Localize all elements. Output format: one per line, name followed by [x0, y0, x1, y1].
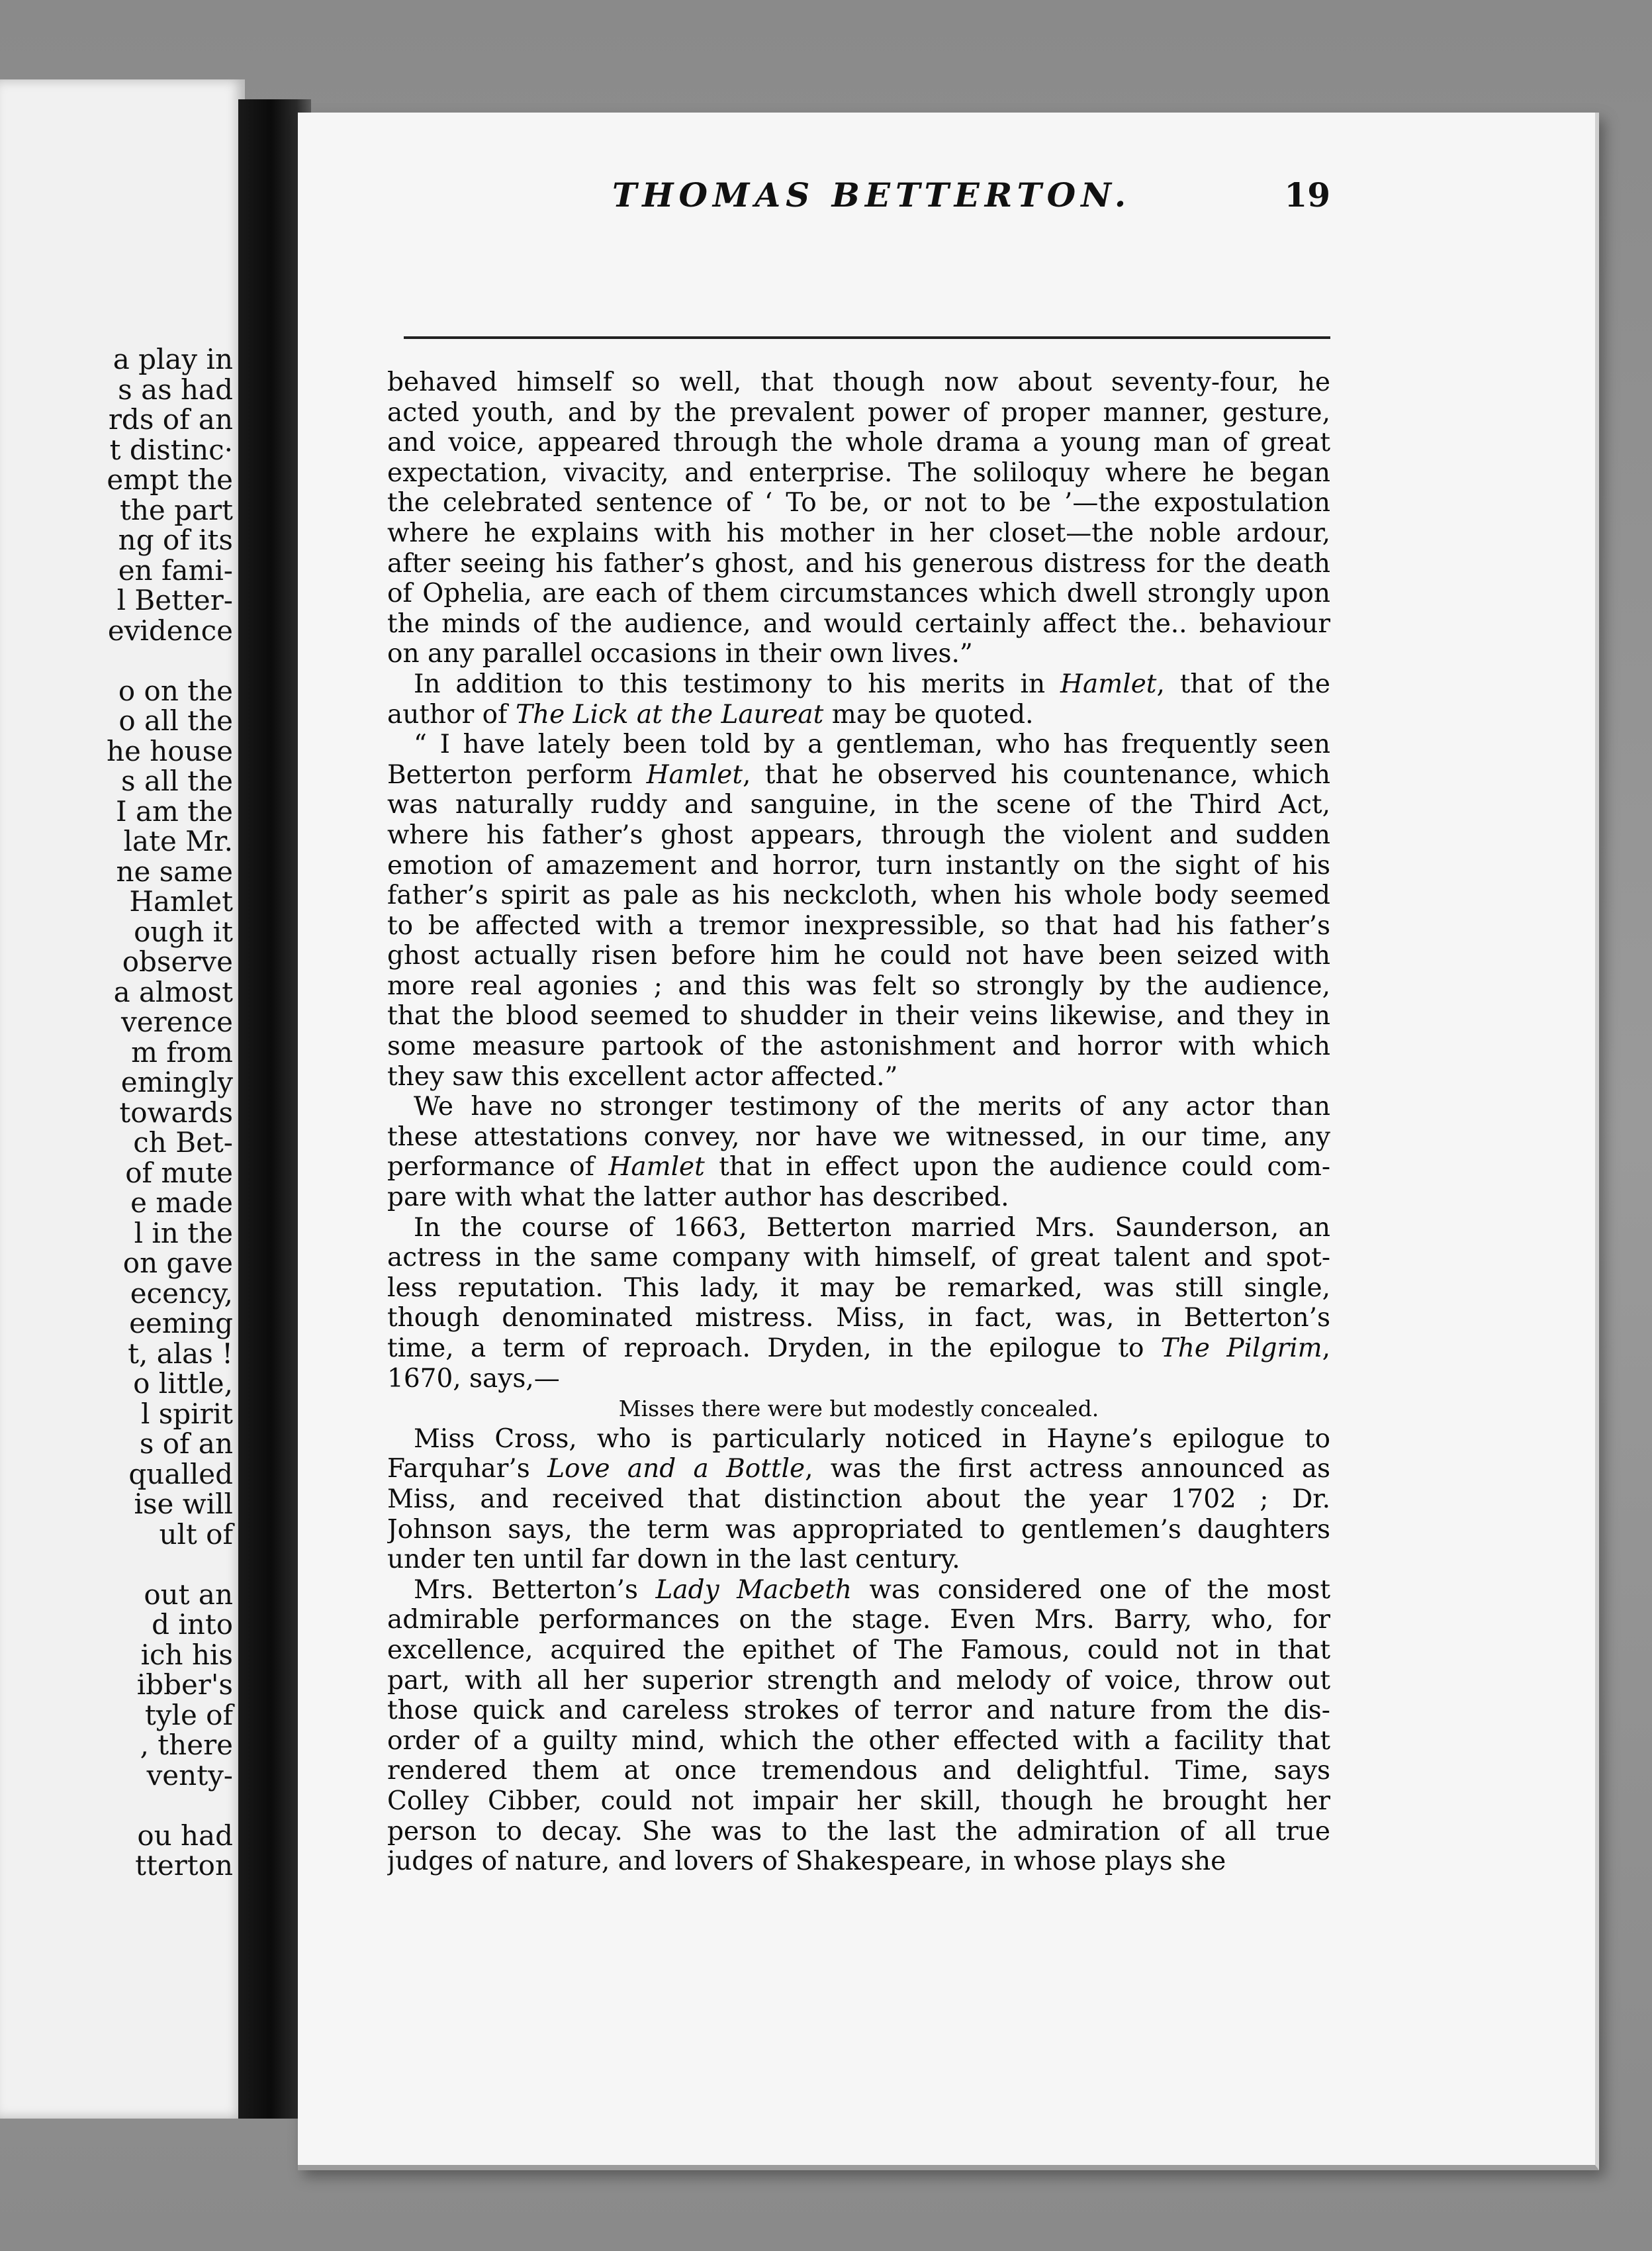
text-line: and voice, appeared through the whole drama a young man of great	[387, 428, 1330, 458]
text-line: admirable performances on the stage. Even Mrs. Barry, who, for	[387, 1605, 1330, 1635]
left-page-line: the part	[119, 493, 233, 526]
left-page-line: emingly	[120, 1066, 233, 1098]
text-line: they saw this excellent actor affected.”	[387, 1061, 898, 1092]
text-line: those quick and careless strokes of terror and nature from the dis-	[387, 1696, 1330, 1726]
text-line: behaved himself so well, that though now about seventy-four, he	[387, 367, 1330, 397]
left-page-line: qualled	[128, 1457, 233, 1490]
left-page-line: I am the	[116, 794, 233, 828]
text-line: In the course of 1663, Betterton married Mrs. Saunderson, an	[414, 1212, 1330, 1243]
text-line: “ I have lately been told by a gentleman, who has frequently seen	[414, 730, 1330, 760]
text-line: Johnson says, the term was appropriated to gentlemen’s daughters	[387, 1514, 1330, 1545]
left-page-line: ibber's	[136, 1668, 233, 1701]
left-page-line: out an	[144, 1578, 233, 1611]
left-page-line: tterton	[135, 1849, 233, 1882]
left-page-line: o all the	[118, 704, 233, 737]
left-page-line: en fami-	[118, 553, 233, 587]
text-line: expectation, vivacity, and enterprise. The soliloquy where he began	[387, 457, 1330, 488]
left-page-line: l in the	[134, 1216, 233, 1249]
text-line: actress in the same company with himself, of great talent and spot-	[387, 1243, 1330, 1273]
text-line: emotion of amazement and horror, turn instantly on the sight of his	[387, 850, 1330, 881]
text-line: where his father’s ghost appears, through the violent and sudden	[387, 820, 1330, 850]
left-page-line: ne same	[116, 855, 233, 888]
text-line: 1670, says,—	[387, 1363, 560, 1394]
left-page-line: s of an	[139, 1427, 233, 1460]
left-page-line: m from	[131, 1035, 233, 1069]
page-header	[99, 175, 1330, 228]
text-line: less reputation. This lady, it may be remarked, was still single,	[387, 1272, 1330, 1303]
left-page-line: t, alas !	[128, 1337, 233, 1370]
left-page-line: t distinc·	[109, 433, 233, 466]
text-line: rendered them at once tremendous and delightful. Time, says	[387, 1756, 1330, 1786]
text-line: acted youth, and by the prevalent power of proper manner, gesture,	[387, 397, 1330, 428]
left-page-line: l Better-	[116, 584, 233, 616]
paragraph	[387, 1092, 1330, 1212]
left-page-line: ch Bet-	[133, 1126, 233, 1159]
text-line: Miss Cross, who is particularly noticed in Hayne’s epilogue to	[414, 1423, 1330, 1454]
left-page-line: ng of its	[118, 524, 233, 556]
text-line: part, with all her superior strength and melody of voice, throw out	[387, 1665, 1330, 1696]
left-page-line: rds of an	[108, 403, 233, 436]
left-page-line: of mute	[125, 1156, 233, 1189]
text-line: author of The Lick at the Laureat may be quoted.	[387, 699, 1034, 730]
left-page-text-fragments	[15, 344, 233, 1881]
text-line: where he explains with his mother in her closet—the noble ardour,	[387, 518, 1330, 548]
left-page-line: o little,	[133, 1367, 233, 1400]
header-rule	[404, 336, 1330, 339]
left-page-line	[15, 1790, 233, 1821]
left-page-line: e made	[130, 1186, 233, 1219]
left-page-line: evidence	[107, 614, 233, 647]
left-page-line: tyle of	[144, 1698, 233, 1731]
left-page-line: ult of	[159, 1517, 233, 1551]
text-line: the minds of the audience, and would certainly affect the.. behaviour	[387, 608, 1330, 639]
left-page-line: a almost	[113, 975, 233, 1008]
text-line: pare with what the latter author has described.	[387, 1182, 1009, 1213]
left-page-line: l spirit	[140, 1397, 233, 1430]
text-line: person to decay. She was to the last the admiration of all true	[387, 1816, 1330, 1846]
left-page-line: Hamlet	[129, 885, 233, 918]
left-page-line: ough it	[134, 915, 233, 948]
left-page-line: eeming	[129, 1307, 233, 1339]
text-line: the celebrated sentence of ‘ To be, or not to be ’—the expostulation	[387, 488, 1330, 518]
text-line: Miss, and received that distinction about the year 1702 ; Dr.	[387, 1484, 1330, 1514]
text-line: of Ophelia, are each of them circumstances which dwell strongly upon	[387, 579, 1330, 609]
text-line: some measure partook of the astonishment and horror with which	[387, 1031, 1330, 1062]
left-page-line: he house	[106, 734, 233, 767]
left-page-line: s as had	[118, 373, 233, 406]
left-page-line: on gave	[122, 1247, 233, 1279]
left-page-line: a play in	[113, 343, 233, 375]
paragraph	[387, 367, 1330, 669]
paragraph	[387, 1213, 1330, 1394]
left-page-line: ecency,	[130, 1276, 233, 1310]
paragraph	[387, 1575, 1330, 1877]
text-line: though denominated mistress. Miss, in fact, was, in Betterton’s	[387, 1303, 1330, 1333]
verse-quotation: Misses there were but modestly concealed.	[618, 1396, 1099, 1422]
left-page-line: , there	[140, 1729, 233, 1761]
left-page-line: ise will	[134, 1488, 233, 1520]
text-line: was naturally ruddy and sanguine, in the scene of the Third Act,	[387, 790, 1330, 820]
paragraph	[387, 1424, 1330, 1575]
left-page-line: s all the	[121, 765, 233, 797]
running-title: THOMAS BETTERTON.	[612, 175, 1132, 215]
left-page-line: observe	[122, 945, 233, 978]
text-line: Mrs. Betterton’s Lady Macbeth was considered one of the most	[414, 1574, 1330, 1605]
text-line: time, a term of reproach. Dryden, in the epilogue to The Pilgrim,	[387, 1333, 1330, 1363]
text-line: ghost actually risen before him he could not have been seized with	[387, 941, 1330, 971]
text-line: excellence, acquired the epithet of The Famous, could not in that	[387, 1635, 1330, 1665]
text-line: performance of Hamlet that in effect upon the audience could com-	[387, 1152, 1330, 1182]
left-page-line: verence	[121, 1006, 233, 1038]
left-page-line: late Mr.	[123, 825, 233, 857]
text-line: We have no stronger testimony of the merits of any actor than	[414, 1092, 1330, 1122]
paragraph	[387, 669, 1330, 730]
left-page-line: o on the	[118, 674, 233, 707]
left-page-line: d into	[152, 1608, 233, 1641]
left-page-line	[15, 1549, 233, 1580]
text-line: Colley Cibber, could not impair her skill, though he brought her	[387, 1786, 1330, 1816]
text-line: that the blood seemed to shudder in their veins likewise, and they in	[387, 1001, 1330, 1031]
text-line: Betterton perform Hamlet, that he observed his countenance, which	[387, 759, 1330, 790]
text-line: Farquhar’s Love and a Bottle, was the first actress announced as	[387, 1454, 1330, 1484]
text-line: to be affected with a tremor inexpressible, so that had his father’s	[387, 910, 1330, 941]
text-line: order of a guilty mind, which the other effected with a facility that	[387, 1725, 1330, 1756]
left-facing-page	[0, 79, 245, 2119]
text-line: judges of nature, and lovers of Shakespeare, in whose plays she	[387, 1846, 1226, 1877]
text-line: more real agonies ; and this was felt so strongly by the audience,	[387, 971, 1330, 1001]
text-line: these attestations convey, nor have we witnessed, in our time, any	[387, 1122, 1330, 1152]
text-line: on any parallel occasions in their own lives.”	[387, 639, 973, 669]
left-page-line	[15, 646, 233, 676]
page-number: 19	[1284, 175, 1330, 215]
text-line: under ten until far down in the last century.	[387, 1545, 960, 1575]
left-page-line: ou had	[137, 1819, 233, 1852]
left-page-line: venty-	[146, 1758, 233, 1792]
text-line: after seeing his father’s ghost, and his generous distress for the death	[387, 548, 1330, 579]
paragraph	[387, 730, 1330, 1092]
left-page-line: empt the	[107, 463, 233, 496]
text-line: In addition to this testimony to his merits in Hamlet, that of the	[414, 669, 1330, 699]
left-page-line: ich his	[140, 1638, 233, 1671]
left-page-line: towards	[119, 1096, 233, 1129]
text-line: father’s spirit as pale as his neckcloth, when his whole body seemed	[387, 881, 1330, 911]
body-text	[387, 367, 1330, 1877]
